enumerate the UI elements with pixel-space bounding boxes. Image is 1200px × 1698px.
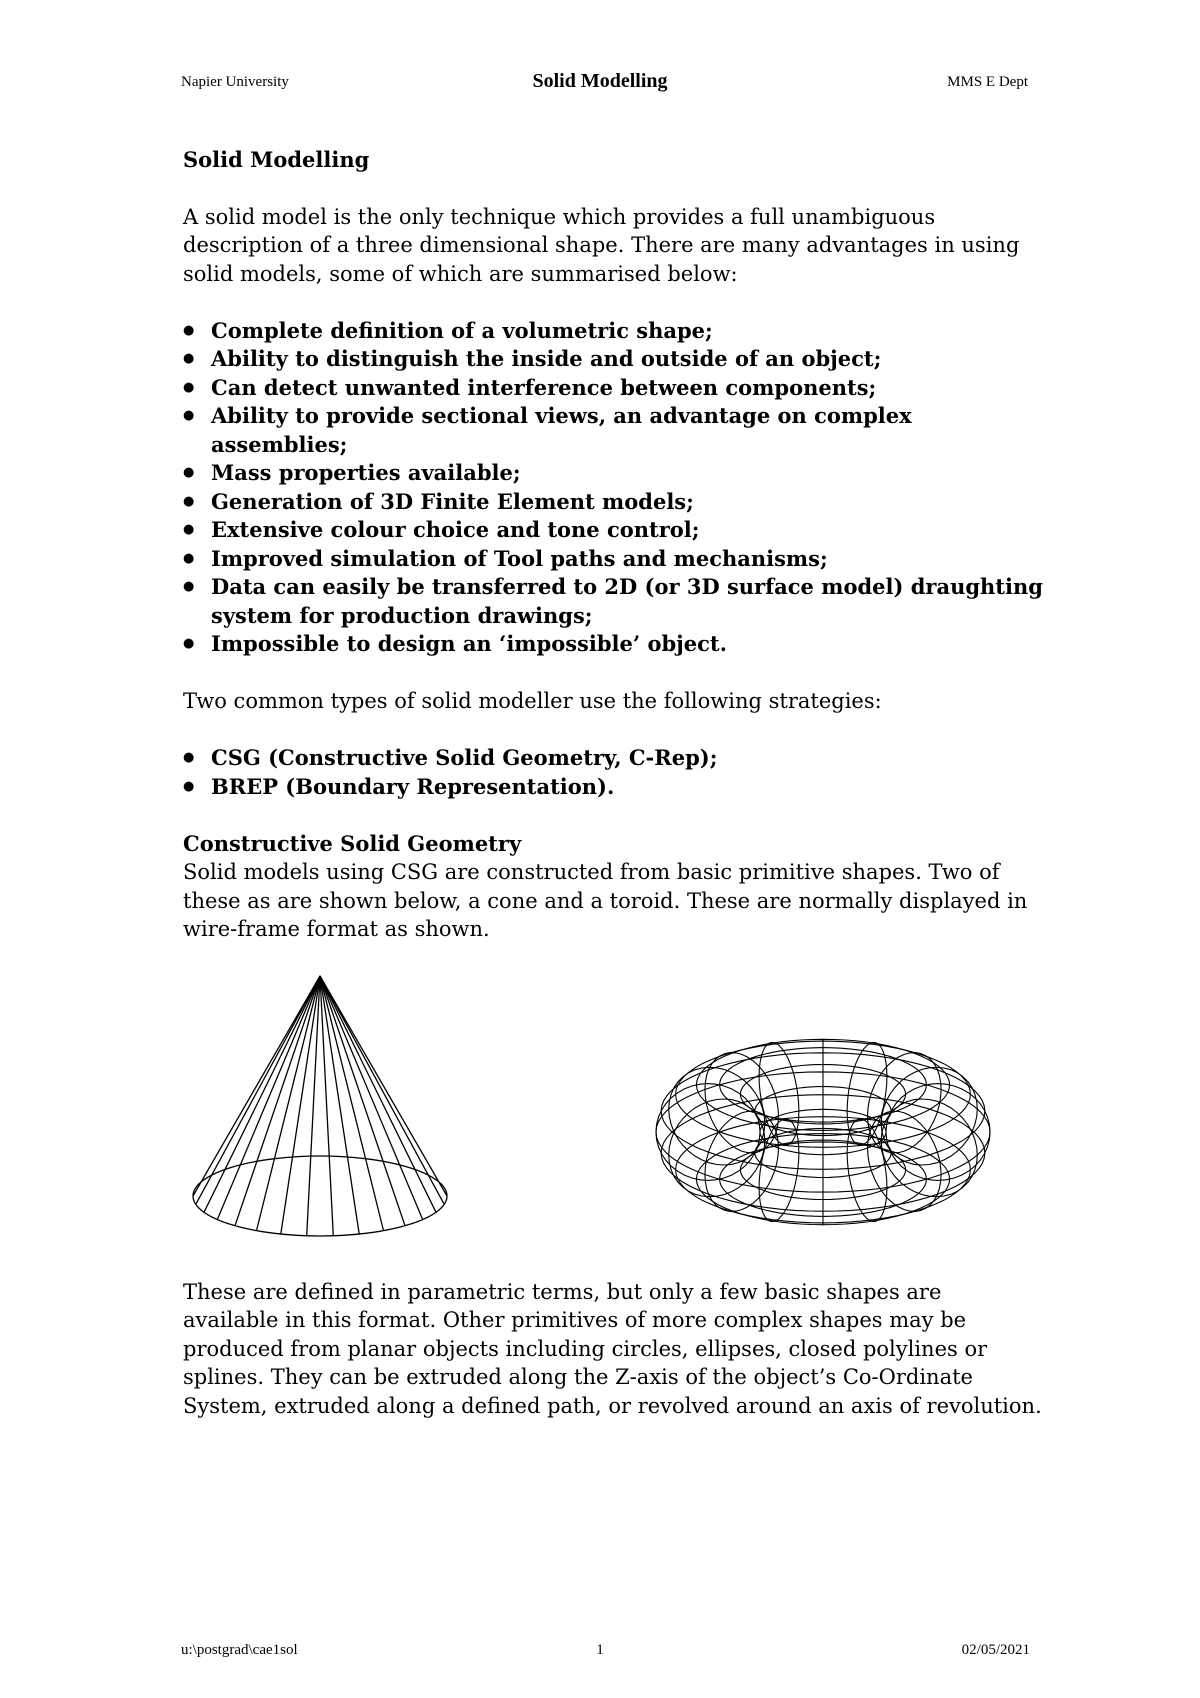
header-department: MMS E Dept xyxy=(947,74,1028,90)
list-item: ● Complete definition of a volumetric shape; xyxy=(183,317,1043,346)
intro-paragraph: A solid model is the only technique which provides a full unambiguous description of a three dimensional shape. There are many advantages in using solid models, some of which are summarised below: xyxy=(183,204,1020,286)
list-item: ● BREP (Boundary Representation). xyxy=(183,773,1043,802)
torus-wireframe xyxy=(638,1034,1008,1244)
list-item: ● Extensive colour choice and tone control; xyxy=(183,516,1043,545)
list-item: ● Ability to provide sectional views, an advantage on complex assemblies; xyxy=(183,402,1043,459)
strategies-list xyxy=(183,744,1043,801)
header-title: Solid Modelling xyxy=(532,70,668,92)
list-item: ● Can detect unwanted interference between components; xyxy=(183,374,1043,403)
csg-heading: Constructive Solid Geometry xyxy=(183,830,522,856)
footer-page-number: 1 xyxy=(596,1642,604,1658)
footer-path: u:\postgrad\cae1sol xyxy=(181,1642,298,1658)
list-item: ● Ability to distinguish the inside and outside of an object; xyxy=(183,345,1043,374)
document-body xyxy=(183,146,1043,1420)
page-title: Solid Modelling xyxy=(183,147,370,172)
footer-date: 02/05/2021 xyxy=(961,1642,1030,1658)
header-institution: Napier University xyxy=(181,74,289,90)
list-item: ● Improved simulation of Tool paths and mechanisms; xyxy=(183,545,1043,574)
torus-lines xyxy=(656,1038,990,1224)
cone-lines xyxy=(193,976,447,1236)
list-item: ● Mass properties available; xyxy=(183,459,1043,488)
primitive-figures xyxy=(183,944,1043,1274)
parametric-paragraph: These are defined in parametric terms, but only a few basic shapes are available in this format. Other primitives of more complex shapes may be produced from planar objects including circles, ellipses, closed polylines or splines. They can be extruded along the Z-axis of the object’s Co-Ordinate System, extruded along a defined path, or revolved around an axis of revolution. xyxy=(183,1279,1042,1418)
list-item: ● Impossible to design an ‘impossible’ object. xyxy=(183,630,1043,659)
list-item: ● Generation of 3D Finite Element models; xyxy=(183,488,1043,517)
advantages-list xyxy=(183,317,1043,659)
list-item: ● Data can easily be transferred to 2D (or 3D surface model) draughting system for production drawings; xyxy=(183,573,1043,630)
strategies-intro: Two common types of solid modeller use the following strategies: xyxy=(183,689,882,713)
list-item: ● CSG (Constructive Solid Geometry, C-Rep); xyxy=(183,744,1043,773)
csg-paragraph: Solid models using CSG are constructed from basic primitive shapes. Two of these as are shown below, a cone and a toroid. These are normally displayed in wire-frame format as shown. xyxy=(183,860,1028,941)
cone-wireframe xyxy=(183,968,473,1248)
